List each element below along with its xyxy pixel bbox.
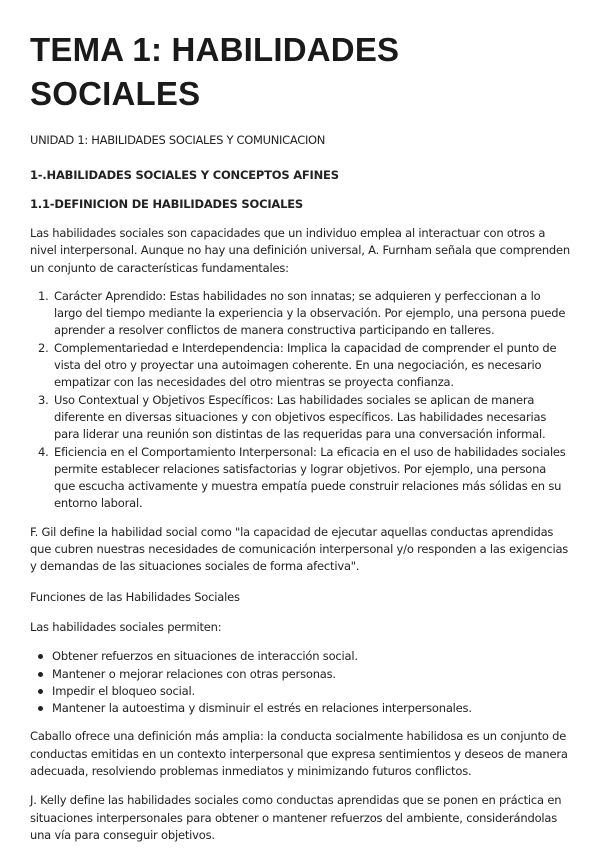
section-heading: 1-.HABILIDADES SOCIALES Y CONCEPTOS AFINES [30,168,339,182]
list-item: 3. Uso Contextual y Objetivos Específicos: Las habilidades sociales se aplican de manera diferente en diversas situaciones y con objetivos específicos. Las habilidades necesarias para liderar una reunión son distintas de las requeridas para una conversación informal. [52,392,570,444]
bullet-icon [38,706,43,711]
list-item-text: Mantener la autoestima y disminuir el estrés en relaciones interpersonales. [52,701,472,716]
intro-paragraph: Las habilidades sociales son capacidades que un individuo emplea al interactuar con otros a nivel interpersonal. Aunque no hay una definición universal, A. Furnham señala que comprenden un conjunto de características fundamentales: [30,226,570,275]
list-item-text: Mantener o mejorar relaciones con otras personas. [52,666,336,681]
subsection-heading: 1.1-DEFINICION DE HABILIDADES SOCIALES [30,197,303,211]
list-item [52,666,570,683]
unit-label: UNIDAD 1: HABILIDADES SOCIALES Y COMUNICACION [30,133,326,147]
list-item: 4. Eficiencia en el Comportamiento Interpersonal: La eficacia en el uso de habilidades sociales permite establecer relaciones satisfactorias y lograr objetivos. Por ejemplo, una persona que escucha activamente y muestra empatía puede construir relaciones más sólidas en su entorno laboral. [52,444,570,513]
list-item [52,683,570,700]
list-item [52,648,570,665]
bullet-icon [38,672,43,677]
features-list [30,288,570,513]
kelly-definition-paragraph: J. Kelly define las habilidades sociales como conductas aprendidas que se ponen en práctica en situaciones interpersonales para obtener o mantener refuerzos del ambiente, considerándolas una vía para conseguir objetivos. [30,793,562,842]
functions-intro: Las habilidades sociales permiten: [30,619,222,634]
list-item-text: Impedir el bloqueo social. [52,683,195,698]
list-item: 1. Carácter Aprendido: Estas habilidades no son innatas; se adquieren y perfeccionan a lo largo del tiempo mediante la experiencia y la observación. Por ejemplo, una persona puede aprender a resolver conflictos de manera constructiva participando en talleres. [52,288,570,340]
bullet-icon [38,654,43,659]
functions-label: Funciones de las Habilidades Sociales [30,589,240,604]
list-item: 2. Complementariedad e Interdependencia: Implica la capacidad de comprender el punto de vista del otro y proyectar una autoimagen coherente. En una negociación, es necesario empatizar con las necesidades del otro mientras se proyecta confianza. [52,340,570,392]
document-title: TEMA 1: HABILIDADES SOCIALES [30,31,400,112]
caballo-definition-paragraph: Caballo ofrece una definición más amplia: la conducta socialmente habilidosa es un conjunto de conductas emitidas en un contexto interpersonal que expresa sentimientos y deseos de manera adecuada, resolviendo problemas inmediatos y minimizando futuros conflictos. [30,729,568,779]
gil-definition-paragraph: F. Gil define la habilidad social como "la capacidad de ejecutar aquellas conductas aprendidas que cubren nuestras necesidades de comunicación interpersonal y/o responden a las exigencias y demandas de las situaciones sociales de forma afectiva". [30,524,569,574]
bullet-icon [38,689,43,694]
list-item-text: Obtener refuerzos en situaciones de interacción social. [52,649,358,664]
functions-list [30,648,570,717]
list-item [52,700,570,717]
